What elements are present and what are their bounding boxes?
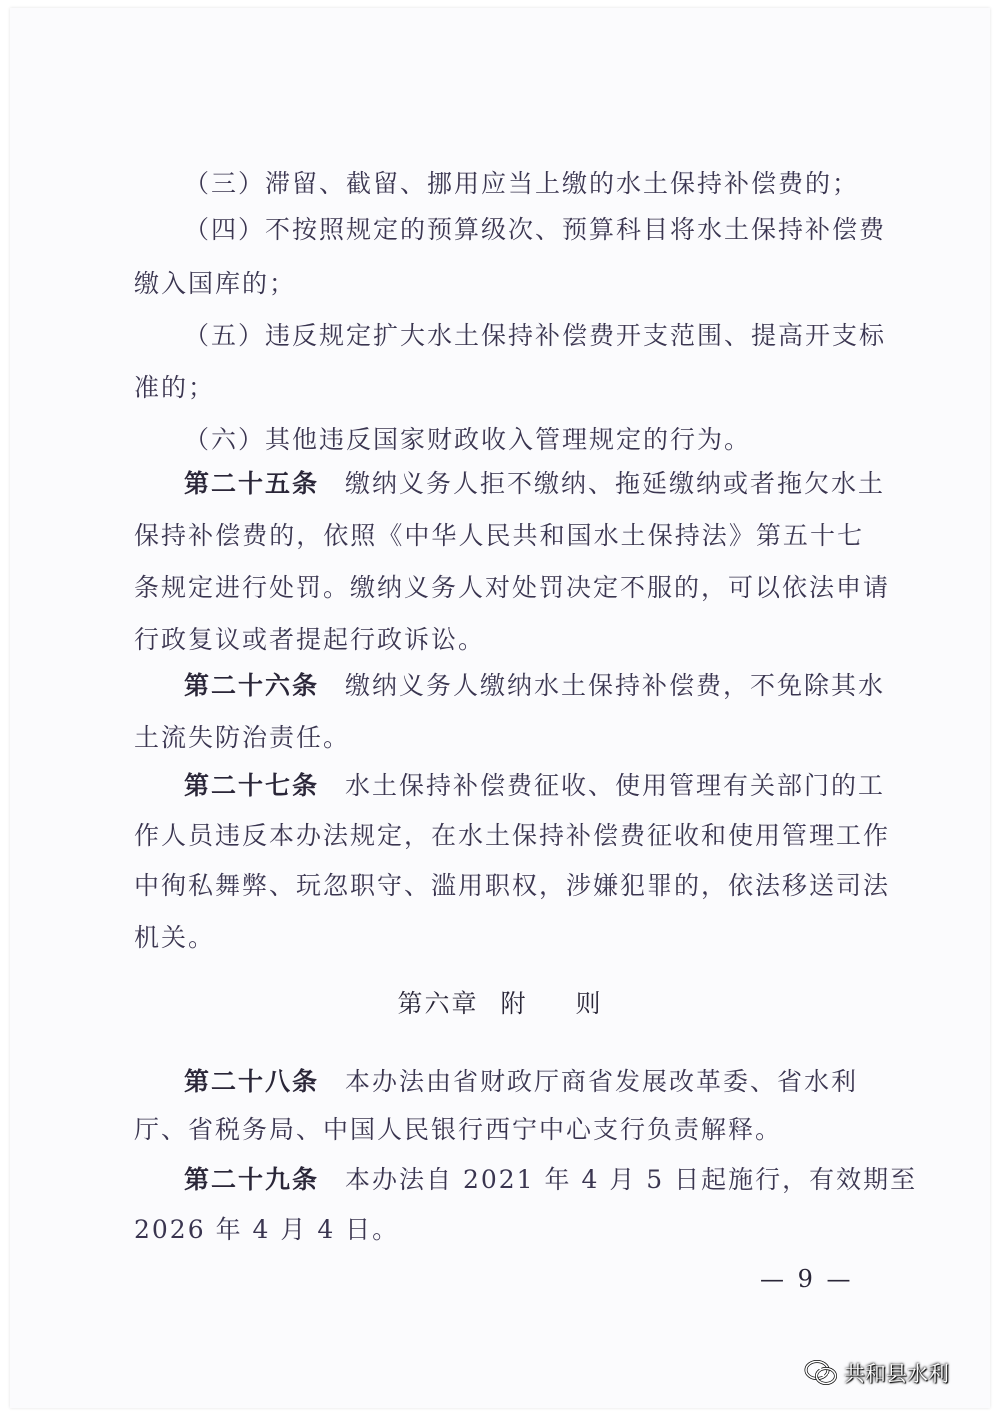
watermark-text: 共和县水利 [844,1362,949,1386]
article-25-line-4: 行政复议或者提起行政诉讼。 [134,625,486,654]
chapter-number: 第六章 [397,989,479,1018]
article-27-line-2: 作人员违反本办法规定，在水土保持补偿费征收和使用管理工作 [134,821,891,850]
item-5-line-2: 准的； [134,373,216,402]
article-29-line-2: 2026 年 4 月 4 日。 [134,1215,400,1244]
article-28-text-1: 本办法由省财政厅商省发展改革委、省水利 [345,1067,859,1096]
item-5-line-1: （五）违反规定扩大水土保持补偿费开支范围、提高开支标 [184,321,887,350]
item-6: （六）其他违反国家财政收入管理规定的行为。 [184,425,752,454]
article-27-line-3: 中徇私舞弊、玩忽职守、滥用职权，涉嫌犯罪的，依法移送司法 [134,871,891,900]
article-26-first-line [184,668,885,704]
article-28-title: 第二十八条 [184,1067,320,1096]
account-watermark [804,1353,949,1393]
chapter-word-2: 则 [575,989,603,1018]
article-27-first-line [184,768,885,804]
article-25-text-1: 缴纳义务人拒不缴纳、拖延缴纳或者拖欠水土 [345,469,886,498]
article-29-first-line [184,1162,917,1198]
article-26-line-2: 土流失防治责任。 [134,723,351,752]
article-26-title: 第二十六条 [184,671,320,700]
article-27-text-1: 水土保持补偿费征收、使用管理有关部门的工 [345,771,886,800]
item-4-line-1: （四）不按照规定的预算级次、预算科目将水土保持补偿费 [184,215,887,244]
article-25-line-2: 保持补偿费的，依照《中华人民共和国水土保持法》第五十七 [134,521,864,550]
article-25-line-3: 条规定进行处罚。缴纳义务人对处罚决定不服的，可以依法申请 [134,573,891,602]
item-4-line-2: 缴入国库的； [134,269,297,298]
chapter-word-1: 附 [500,989,528,1018]
article-29-title: 第二十九条 [184,1165,320,1194]
article-28-first-line [184,1064,858,1100]
article-25-title: 第二十五条 [184,469,320,498]
article-27-title: 第二十七条 [184,771,320,800]
item-3: （三）滞留、截留、挪用应当上缴的水土保持补偿费的； [184,169,860,198]
article-28-line-2: 厅、省税务局、中国人民银行西宁中心支行负责解释。 [134,1115,783,1144]
chapter-heading [0,986,1000,1022]
article-29-text-1: 本办法自 2021 年 4 月 5 日起施行，有效期至 [345,1165,918,1194]
article-27-line-4: 机关。 [134,923,216,952]
page-number: — 9 — [760,1265,854,1293]
wechat-icon [804,1359,838,1387]
article-26-text-1: 缴纳义务人缴纳水土保持补偿费，不免除其水 [345,671,886,700]
article-25-first-line [184,466,885,502]
